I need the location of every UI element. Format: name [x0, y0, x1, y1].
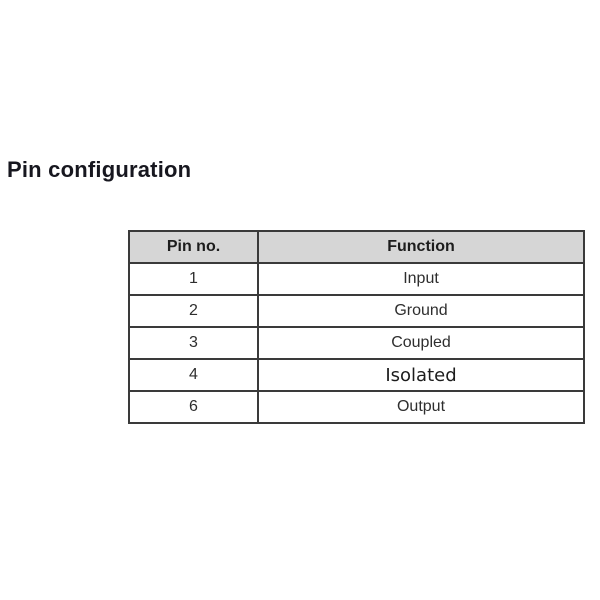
table-row	[129, 359, 584, 391]
pin-number-cell: 2	[129, 295, 258, 327]
table-row	[129, 295, 584, 327]
table-row	[129, 263, 584, 295]
header-pin-no: Pin no.	[129, 231, 258, 263]
page-title: Pin configuration	[7, 157, 192, 182]
table-row	[129, 327, 584, 359]
table-row	[129, 391, 584, 423]
function-cell: Ground	[258, 295, 584, 327]
pin-number-cell: 3	[129, 327, 258, 359]
table-header-row	[129, 231, 584, 263]
pin-number-cell: 1	[129, 263, 258, 295]
header-function: Function	[258, 231, 584, 263]
pin-configuration-table	[128, 230, 585, 424]
function-cell: Input	[258, 263, 584, 295]
pin-number-cell: 4	[129, 359, 258, 391]
function-cell: Isolated	[258, 359, 584, 391]
function-cell: Coupled	[258, 327, 584, 359]
pin-number-cell: 6	[129, 391, 258, 423]
function-cell: Output	[258, 391, 584, 423]
